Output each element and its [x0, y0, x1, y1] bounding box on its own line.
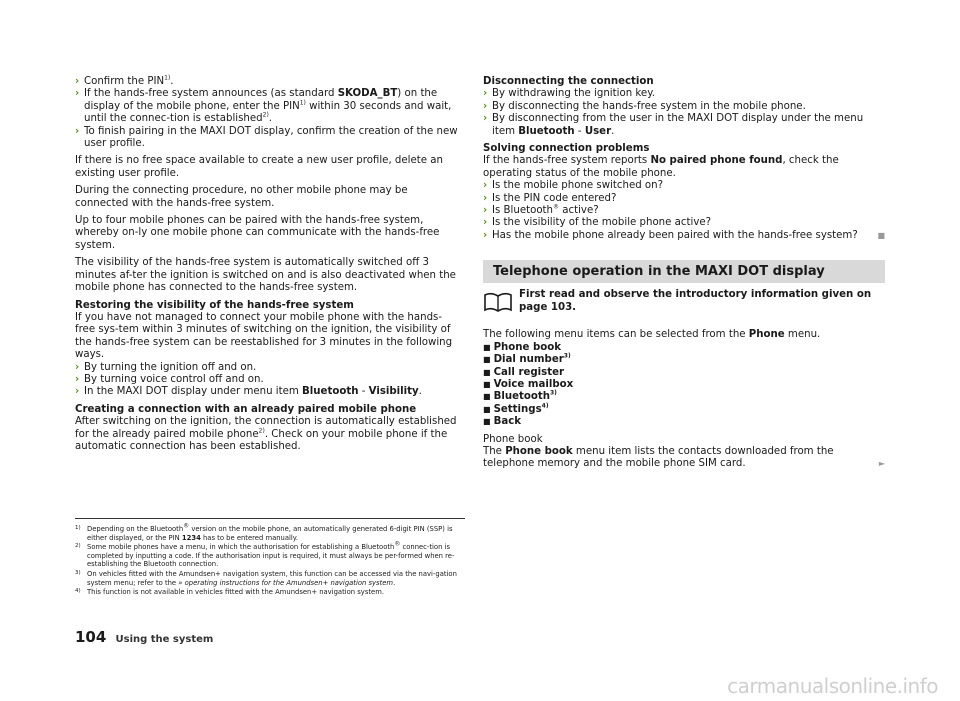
menu-item-back: ■ Back: [483, 416, 522, 428]
check-visibility: › Is the visibility of the mobile phone active?: [483, 217, 712, 229]
page-title: Using the system: [115, 634, 214, 645]
menu-item-bluetooth: ■ Bluetooth$^{3)}$: [483, 389, 557, 403]
square-bullet-icon: ■: [483, 342, 491, 352]
menu-item-settings: ■ Settings$^{4)}$: [483, 402, 549, 415]
subheading: Creating a connection with an already paired mobile phone: [75, 403, 417, 415]
step-disconnect-user: › By disconnecting from the user in the MAXI DOT display under the menu item Bluetooth - User.: [483, 113, 864, 137]
arrow-icon: ›: [483, 100, 488, 112]
menu-item-call-register: ■ Call register: [483, 366, 565, 378]
read-first-note: First read and observe the introductory information given on page 103.: [483, 289, 885, 319]
subheading: Restoring the visibility of the hands-free system: [75, 299, 354, 311]
paragraph: The visibility of the hands-free system is automatically switched off 3 minutes af-ter the ignition is switched on and is also deactivated when the mobile phone has connected to the hands-free system.: [75, 257, 456, 294]
square-bullet-icon: ■: [483, 355, 491, 365]
arrow-icon: ›: [483, 217, 488, 229]
page-number: 104: [75, 628, 107, 646]
right-column: [483, 76, 885, 471]
arrow-icon: ›: [483, 180, 488, 192]
section-title: Telephone operation in the MAXI DOT display: [483, 260, 885, 283]
subheading: Disconnecting the connection: [483, 76, 654, 87]
menu-list: [483, 342, 885, 429]
footnote: 3) On vehicles fitted with the Amundsen+ navigation system, this function can be accessed via the navi-gation system menu; refer to the » operating instructions for the Amundsen+ navigation system.: [75, 569, 457, 587]
footnote: 4) This function is not available in vehicles fitted with the Amundsen+ navigation system.: [75, 588, 384, 597]
square-bullet-icon: ■: [483, 392, 491, 402]
step-ignition: › By turning the ignition off and on.: [75, 361, 257, 373]
paragraph: If the hands-free system reports No paired phone found, check the operating status of the mobile phone.: [483, 155, 839, 179]
step-disconnect-phone: › By disconnecting the hands-free system in the mobile phone.: [483, 100, 806, 112]
page-footer: [75, 628, 213, 646]
menu-item-dial-number: ■ Dial number$^{3)}$: [483, 352, 571, 366]
left-column: [75, 76, 461, 453]
arrow-icon: ›: [75, 386, 80, 398]
paragraph: The following menu items can be selected from the Phone menu.: [483, 329, 821, 341]
arrow-icon: ›: [75, 88, 80, 100]
square-bullet-icon: ■: [483, 379, 491, 389]
square-bullet-icon: ■: [483, 404, 491, 414]
end-of-section-icon: ■: [877, 230, 885, 240]
arrow-icon: ›: [75, 373, 80, 385]
continue-arrow-icon: ►: [878, 459, 885, 469]
arrow-icon: ›: [75, 125, 80, 137]
paragraph: The Phone book menu item lists the contacts downloaded from the telephone memory and the mobile phone SIM card. ►: [483, 445, 885, 470]
menu-item-voice-mailbox: ■ Voice mailbox: [483, 378, 574, 390]
footnote: 2) Some mobile phones have a menu, in which the authorisation for establishing a Bluetooth® connec-tion is completed by inputting a code. If the authorisation input is required, it must always be per-formed when re-establishing the Bluetooth connection.: [75, 540, 455, 569]
check-pin: › Is the PIN code entered?: [483, 192, 617, 204]
check-bluetooth: › Is Bluetooth® active?: [483, 203, 599, 217]
arrow-icon: ›: [75, 76, 80, 87]
watermark: carmanualsonline.info: [727, 674, 938, 698]
paragraph: During the connecting procedure, no other mobile phone may be connected with the hands-free system.: [75, 185, 408, 209]
menu-item-phone-book: ■ Phone book: [483, 341, 562, 353]
paragraph: If there is no free space available to create a new user profile, delete an existing user profile.: [75, 155, 443, 179]
arrow-icon: ›: [483, 192, 488, 204]
open-book-icon: [483, 291, 513, 317]
check-paired: › Has the mobile phone already been paired with the hands-free system? ■: [483, 229, 885, 241]
subheading: Phone book: [483, 433, 543, 445]
paragraph: Up to four mobile phones can be paired with the hands-free system, whereby on-ly one mobile phone can communicate with the hands-free system.: [75, 215, 440, 251]
step-enter-pin: › If the hands-free system announces (as standard SKODA_BT) on the display of the mobile phone, enter the PIN$^{1)}$ within 30 seconds and wait, until the connec-tion is established$^{2)}$.: [75, 88, 452, 125]
paragraph: If you have not managed to connect your mobile phone with the hands-free sys-tem within 3 minutes of switching on the ignition, the visibility of the hands-free system can be reestablished for 3 minutes in the following ways.: [75, 311, 453, 361]
step-finish-pairing: › To finish pairing in the MAXI DOT display, confirm the creation of the new user profile.: [75, 125, 458, 150]
step-visibility-menu: › In the MAXI DOT display under menu item Bluetooth - Visibility.: [75, 386, 422, 398]
check-phone-on: › Is the mobile phone switched on?: [483, 180, 664, 192]
manual-reference-link[interactable]: » operating instructions for the Amundsen+ navigation system: [178, 578, 394, 587]
footnote: 1) Depending on the Bluetooth® version on the mobile phone, an automatically generated 6-digit PIN (SSP) is either displayed, or the PIN 1234 has to be entered manually.: [75, 522, 453, 542]
square-bullet-icon: ■: [483, 417, 491, 427]
arrow-icon: ›: [483, 88, 488, 100]
step-confirm-pin: › Confirm the PIN$^{1)}$.: [75, 74, 174, 87]
arrow-icon: ›: [75, 361, 80, 373]
footnotes: [75, 518, 465, 598]
step-withdraw-key: › By withdrawing the ignition key.: [483, 88, 656, 100]
arrow-icon: ›: [483, 205, 488, 217]
subheading: Solving connection problems: [483, 143, 650, 155]
arrow-icon: ›: [483, 113, 488, 125]
square-bullet-icon: ■: [483, 367, 491, 377]
arrow-icon: ›: [483, 229, 488, 241]
paragraph: After switching on the ignition, the connection is automatically established for the already paired mobile phone$^{2)}$. Check on your mobile phone if the automatic connection has been established.: [75, 416, 457, 452]
step-voice-control: › By turning voice control off and on.: [75, 373, 264, 385]
